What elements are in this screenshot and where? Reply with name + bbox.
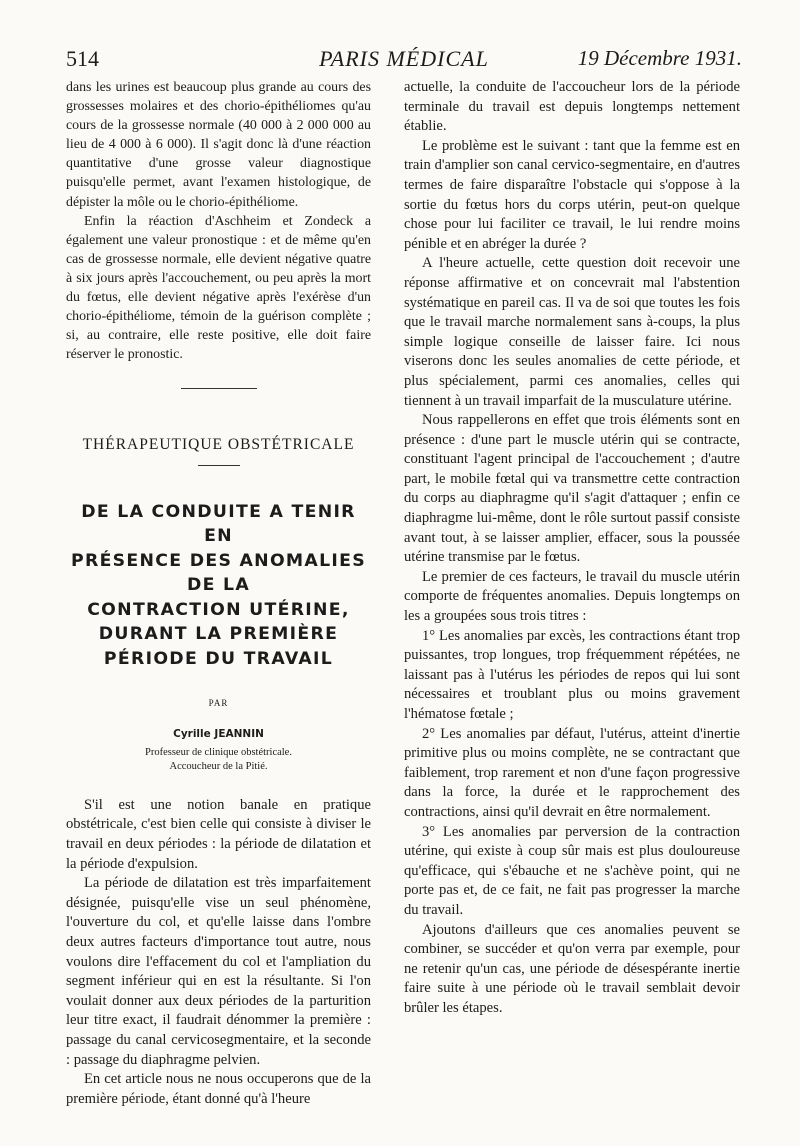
title-line: PÉRIODE DU TRAVAIL [103, 649, 334, 670]
paragraph: dans les urines est beaucoup plus grande au cours des grossesses molaires et des chorio-épithéliomes qu'au cours de la grossesse normale (40 000 à 2 000 000 au lieu de 4 000 à 6 000). Il s'agit donc là d'une réaction quantitative d'une grosse valeur diagnostique puisqu'elle permet, avant l'examen histologique, de dépister la môle ou le chorio-épithéliome. [66, 80, 371, 210]
page-number: 514 [66, 46, 99, 71]
author-affiliation [66, 746, 371, 774]
divider [181, 388, 257, 389]
paragraph: S'il est une notion banale en pratique obstétricale, c'est bien celle qui consiste à diviser le travail en deux périodes : la période de dilatation et la période d'expulsion. [66, 796, 371, 872]
left-column [66, 78, 371, 1109]
paragraph: Le problème est le suivant : tant que la femme est en train d'amplier son canal cervico-segmentaire, en d'autres termes de faire disparaître l'obstacle qui s'oppose à la sortie du fœtus hors du corps utérin, peut-on quelque chose pour lui faciliter ce travail, le lui rendre moins pénible et en abréger la durée ? [404, 137, 740, 252]
affiliation-line: Accoucheur de la Pitié. [169, 760, 268, 772]
paragraph: La période de dilatation est très imparfaitement désignée, puisqu'elle vise un seul phénomène, l'ouverture du col, et qu'elle laisse dans l'ombre deux autres facteurs d'importance tout autre, nous voulons dire l'effacement du col et l'ampliation du segment inférieur qui en est la résultante. Si l'on voulait donner aux deux périodes de la parturition leur titre exact, il faudrait dénommer la première : passage du canal cervicosegmentaire, et la seconde : passage du diaphragme pelvien. [66, 875, 371, 1068]
paragraph: actuelle, la conduite de l'accoucheur lors de la période terminale du travail est depuis longtemps nettement établie. [404, 79, 740, 135]
author-name: Cyrille JEANNIN [173, 727, 264, 740]
issue-date: 19 Décembre 1931. [577, 46, 742, 70]
paragraph: Le premier de ces facteurs, le travail du muscle utérin comporte de fréquentes anomalies. Depuis longtemps on les a groupées sous trois titres : [404, 568, 740, 625]
affiliation-line: Professeur de clinique obstétricale. [145, 746, 292, 758]
title-line: CONTRACTION UTÉRINE, [87, 599, 350, 620]
journal-title: PARIS MÉDICAL [319, 46, 489, 71]
section-heading: THÉRAPEUTIQUE OBSTÉTRICALE [82, 436, 355, 454]
paragraph: En cet article nous ne nous occuperons que de la première période, étant donné qu'à l'heure [66, 1071, 371, 1107]
article-title [66, 500, 371, 672]
list-item: 3° Les anomalies par perversion de la contraction utérine, qui existe à coup sûr mais est plus douloureuse qu'efficace, qui s'ébauche et ne s'achève point, qui ne porte pas et, de ce fait, ne fait pas progresser la marche du travail. [404, 823, 740, 918]
paragraph: Enfin la réaction d'Aschheim et Zondeck a également une valeur pronostique : et de même qu'en cas de grossesse normale, elle devient négative quatre à six jours après l'accouchement, ou peu après la mort du fœtus, elle devient négative après l'exérèse d'un chorio-épithéliome, témoin de la guérison complète ; si, au contraire, elle reste positive, elle doit faire réserver le pronostic. [66, 213, 371, 363]
article-body-start [66, 796, 371, 1110]
right-column [404, 78, 740, 1019]
title-line: DURANT LA PREMIÈRE [98, 624, 339, 645]
title-line: EN [204, 526, 233, 547]
byline-par: PAR [208, 697, 229, 708]
list-item: 2° Les anomalies par défaut, l'utérus, atteint d'inertie primitive plus ou moins complète, ne se contractant que faiblement, trop rarement et non d'une façon progressive dans la force, la durée et le rapprochement des contractions, ainsi qu'il devrait en être normalement. [404, 725, 740, 820]
divider [198, 465, 240, 466]
paragraph: Ajoutons d'ailleurs que ces anomalies peuvent se combiner, se succéder et qu'on verra par exemple, pour ne retenir qu'un cas, une période de désespérante inertie faire suite à une période où le travail semblait devoir brûler les étapes. [404, 921, 740, 1016]
title-line: DE LA CONDUITE A TENIR [81, 501, 356, 522]
paragraph: Nous rappellerons en effet que trois éléments sont en présence : d'une part le muscle utérin qui se contracte, constituant l'agent principal de l'accouchement ; d'autre part, le mobile fœtal qui va transmettre cette contraction du corps au diaphragme qu'il s'agit d'attaquer ; enfin ce diaphragme lui-même, dont le rôle surtout passif consiste avant tout, à se laisser amplier, effacer, sous la poussée utérine transmise par le fœtus. [404, 412, 740, 566]
title-line: DE LA [186, 575, 251, 596]
paragraph: A l'heure actuelle, cette question doit recevoir une réponse affirmative et on concevrait mal l'abstention systématique en pareil cas. Il va de soi que toutes les fois que le travail marche normalement sans à-coups, la plus simple logique conseille de laisser faire. Ici nous viserons donc les seules anomalies de cette période, et plus spécialement, parmi ces anomalies, celles qui tiennent à un travail imparfait de la musculature utérine. [404, 255, 740, 409]
running-header [66, 46, 742, 76]
title-line: PRÉSENCE DES ANOMALIES [71, 550, 366, 571]
list-item: 1° Les anomalies par excès, les contractions étant trop puissantes, trop longues, trop fréquemment répétées, ne laissant pas à l'utérus les périodes de repos qui lui sont nécessaires et troublant plus ou moins gravement l'hématose fœtale ; [404, 627, 740, 722]
